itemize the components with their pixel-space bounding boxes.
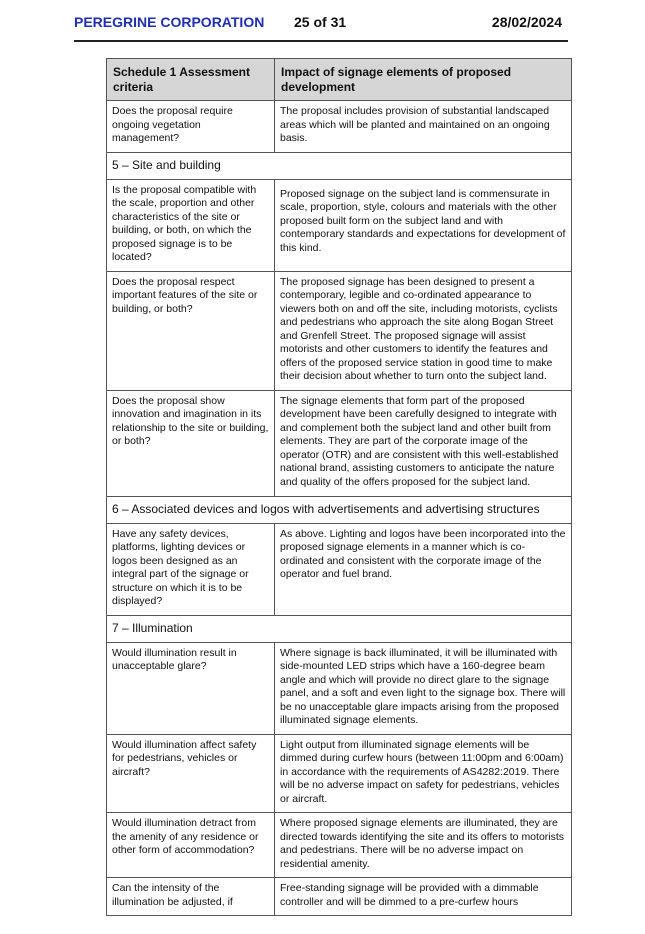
impact-cell: Light output from illuminated signage elements will be dimmed during curfew hours (between 11:00pm and 6:00am) in accordance with the requirements of AS4282:2019. There will be no adverse impact on safety for pedestrians, vehicles or aircraft. xyxy=(275,734,572,813)
impact-cell: Where proposed signage elements are illuminated, they are directed towards identifying the site and its offers to motorists and pedestrians. There will be no adverse impact on residential amenity. xyxy=(275,813,572,878)
criteria-cell: Is the proposal compatible with the scale, proportion and other characteristics of the site or building, or both, on which the proposed signage is to be located? xyxy=(107,179,275,271)
criteria-cell: Have any safety devices, platforms, lighting devices or logos been designed as an integral part of the signage or structure on which it is to be displayed? xyxy=(107,523,275,615)
table-row xyxy=(107,642,572,734)
company-name: PEREGRINE CORPORATION xyxy=(74,14,265,30)
page-number: 25 of 31 xyxy=(294,14,347,30)
table-row xyxy=(107,878,572,916)
column-header-criteria: Schedule 1 Assessment criteria xyxy=(107,59,275,101)
section-row xyxy=(107,152,572,179)
table-row xyxy=(107,271,572,390)
impact-cell: As above. Lighting and logos have been incorporated into the proposed signage elements in a manner which is co-ordinated and consistent with the corporate image of the operator and fuel brand. xyxy=(275,523,572,615)
page-header xyxy=(74,12,568,34)
table-header-row xyxy=(107,59,572,101)
criteria-cell: Would illumination detract from the amenity of any residence or other form of accommodation? xyxy=(107,813,275,878)
criteria-cell: Does the proposal show innovation and imagination in its relationship to the site or building, or both? xyxy=(107,390,275,496)
criteria-cell: Would illumination affect safety for pedestrians, vehicles or aircraft? xyxy=(107,734,275,813)
table-row xyxy=(107,390,572,496)
header-divider xyxy=(74,40,568,42)
impact-cell: The proposal includes provision of substantial landscaped areas which will be planted and maintained on an ongoing basis. xyxy=(275,101,572,153)
document-date: 28/02/2024 xyxy=(491,14,562,30)
impact-cell: Proposed signage on the subject land is commensurate in scale, proportion, style, colours and materials with the other proposed built form on the subject land and with contemporary standards and expectations for development of this kind. xyxy=(275,179,572,271)
section-heading: 5 – Site and building xyxy=(107,152,572,179)
section-row xyxy=(107,496,572,523)
impact-cell: Where signage is back illuminated, it will be illuminated with side-mounted LED strips which have a 160-degree beam angle and which will provide no direct glare to the signage panel, and a soft and even light to the signage box. There will be no unacceptable glare impacts arising from the proposed illuminated signage elements. xyxy=(275,642,572,734)
section-heading: 7 – Illumination xyxy=(107,615,572,642)
criteria-cell: Does the proposal respect important features of the site or building, or both? xyxy=(107,271,275,390)
criteria-cell: Would illumination result in unacceptable glare? xyxy=(107,642,275,734)
impact-cell: The proposed signage has been designed to present a contemporary, legible and co-ordinated appearance to viewers both on and off the site, including motorists, cyclists and pedestrians who approach the site along Bogan Street and Grenfell Street. The proposed signage will assist motorists and other customers to identify the features and offers of the proposed service station in good time to make their decision about whether to turn onto the subject land. xyxy=(275,271,572,390)
criteria-cell: Does the proposal require ongoing vegetation management? xyxy=(107,101,275,153)
table-row xyxy=(107,179,572,271)
column-header-impact: Impact of signage elements of proposed development xyxy=(275,59,572,101)
section-row xyxy=(107,615,572,642)
impact-cell: The signage elements that form part of the proposed development have been carefully designed to integrate with and complement both the subject land and other built from elements. They are part of the corporate image of the operator (OTR) and are consistent with this well-established national brand, assisting customers to anticipate the nature and quality of the offers proposed for the subject land. xyxy=(275,390,572,496)
table-row xyxy=(107,734,572,813)
table-row xyxy=(107,523,572,615)
criteria-cell: Can the intensity of the illumination be adjusted, if xyxy=(107,878,275,916)
impact-cell: Free-standing signage will be provided with a dimmable controller and will be dimmed to a pre-curfew hours xyxy=(275,878,572,916)
table-row xyxy=(107,101,572,153)
section-heading: 6 – Associated devices and logos with advertisements and advertising structures xyxy=(107,496,572,523)
table-row xyxy=(107,813,572,878)
assessment-table xyxy=(106,58,572,916)
